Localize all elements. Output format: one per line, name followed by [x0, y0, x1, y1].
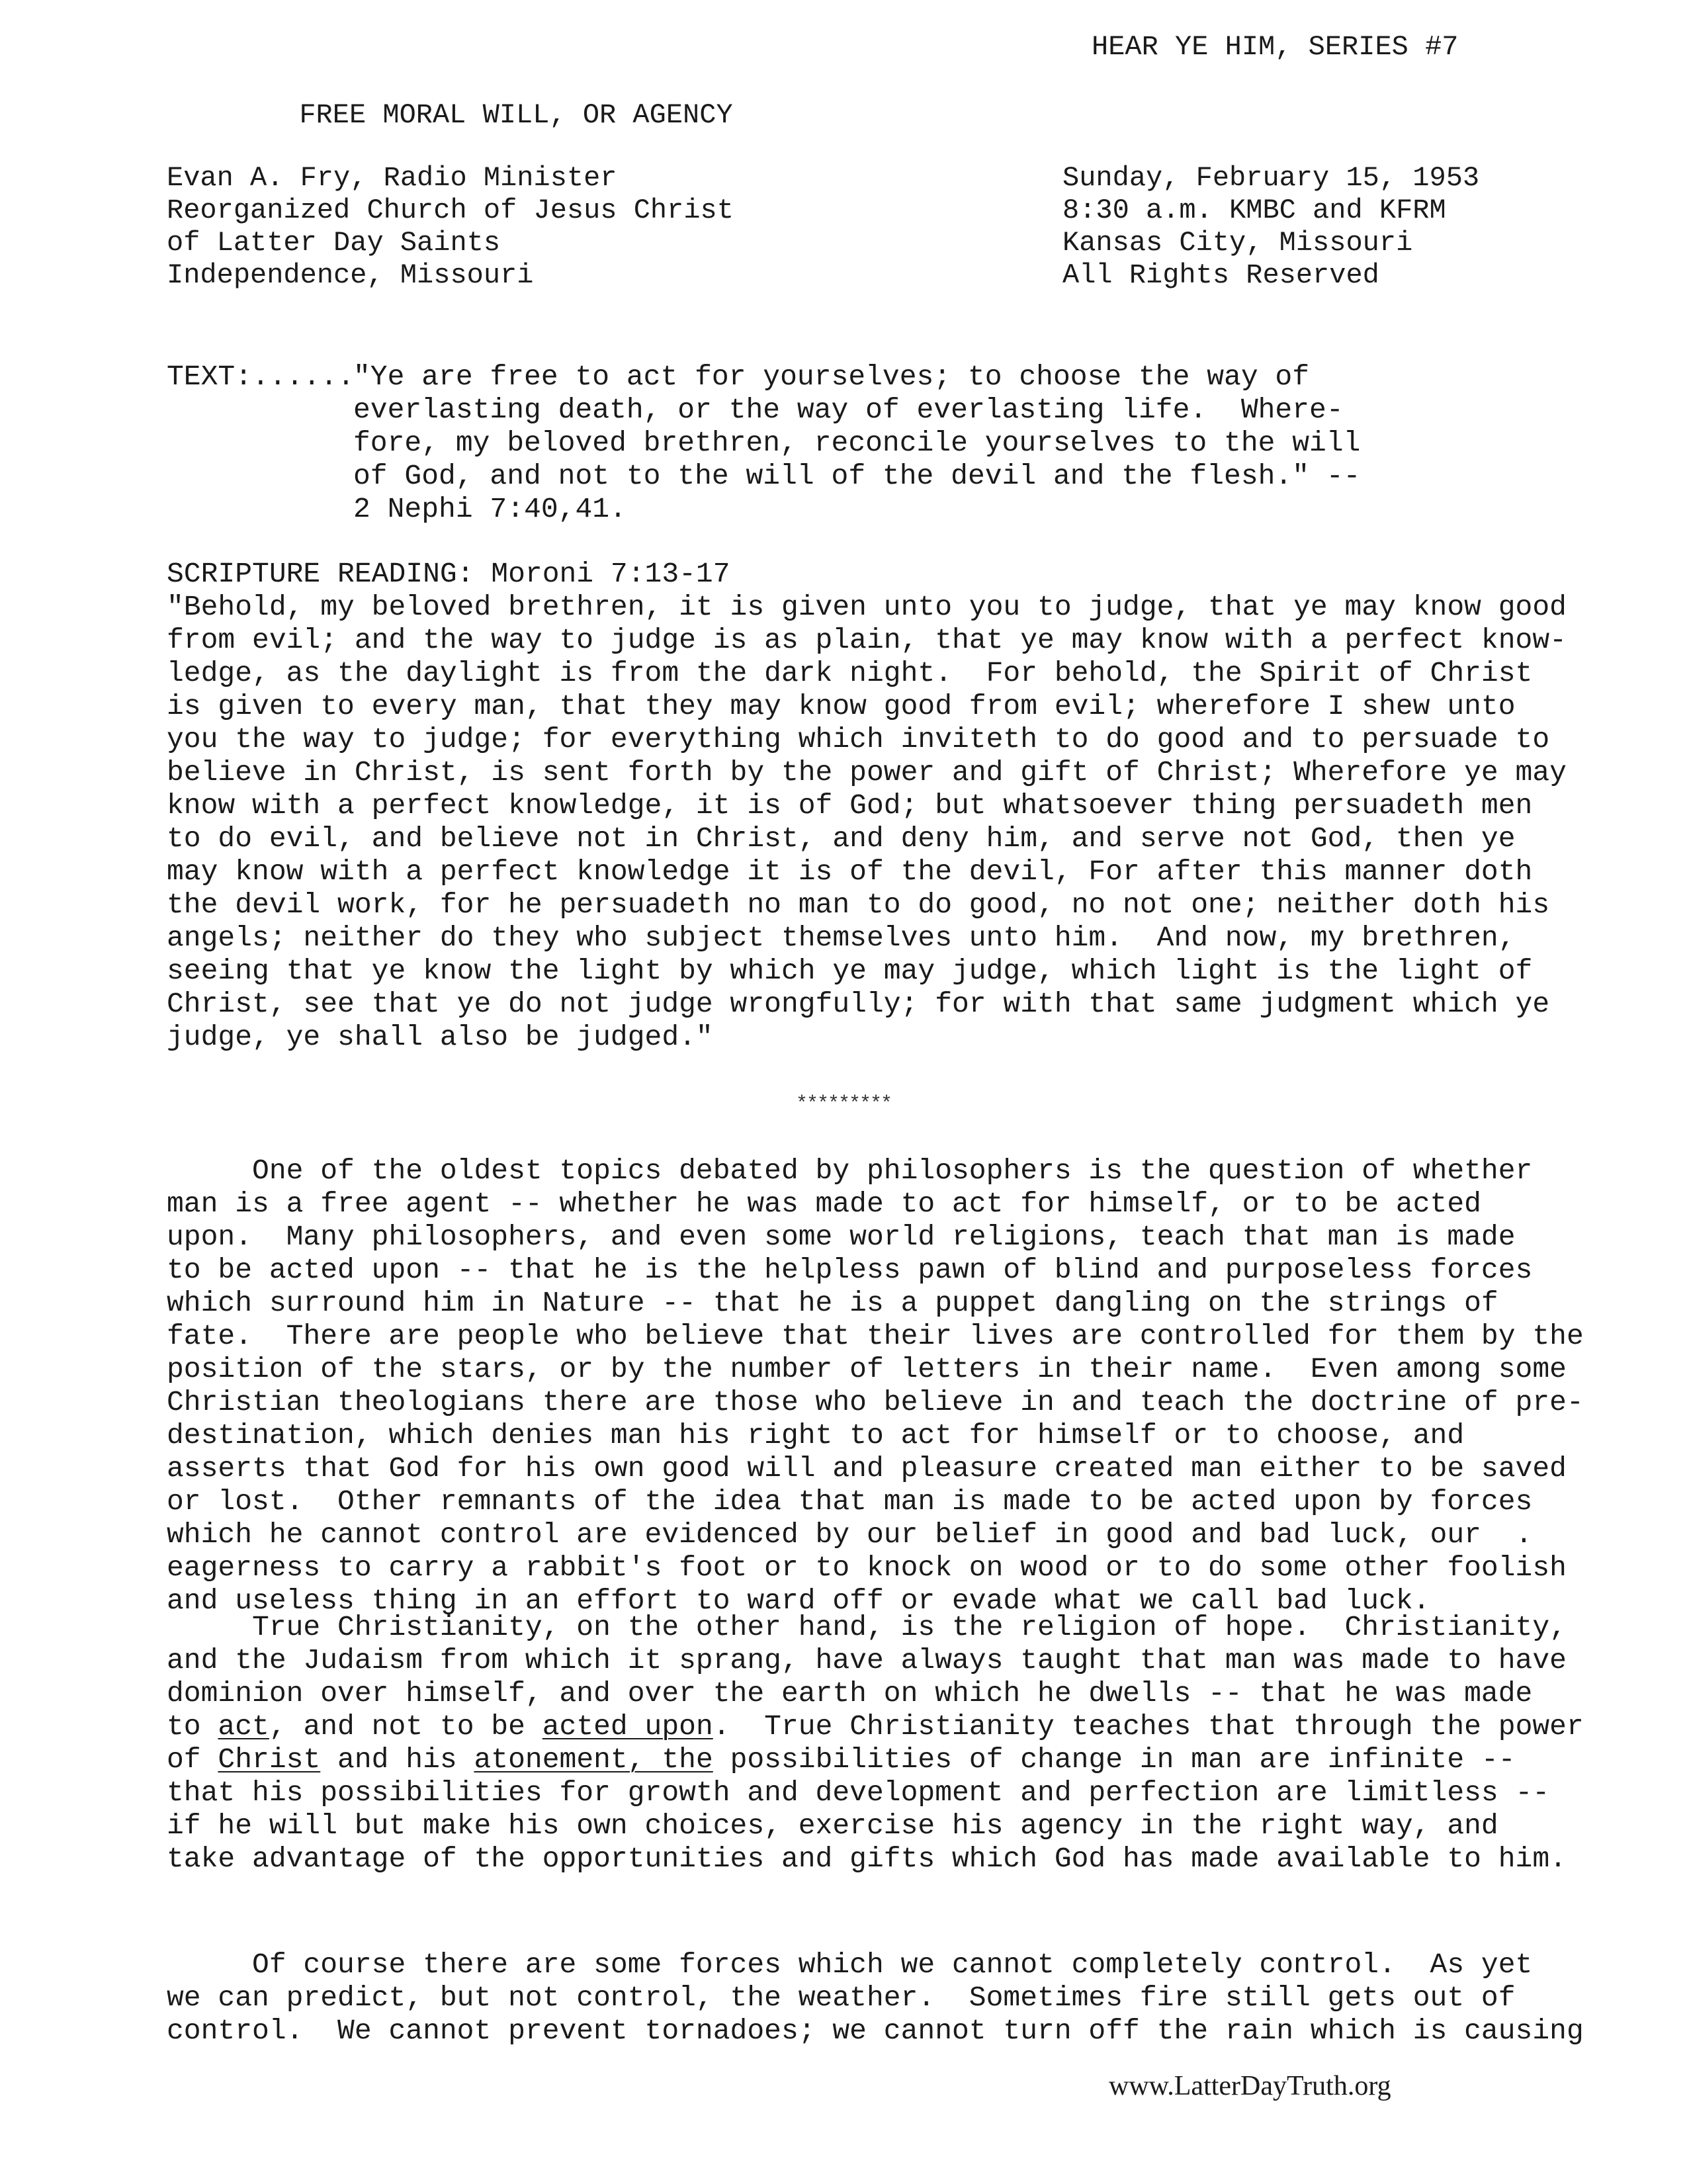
broadcast-line: 8:30 a.m. KMBC and KFRM: [1062, 195, 1446, 226]
text-line: 2 Nephi 7:40,41.: [353, 493, 627, 525]
broadcast-line: All Rights Reserved: [1062, 259, 1379, 291]
underlined-word: act: [218, 1710, 269, 1743]
paragraph-line: man is a free agent -- whether he was made to act for himself, or to be acted: [167, 1188, 1481, 1220]
paragraph-line: and useless thing in an effort to ward off or evade what we call bad luck.: [167, 1585, 1430, 1617]
paragraph-line: upon. Many philosophers, and even some world religions, teach that man is made: [167, 1221, 1516, 1253]
scripture-line: ledge, as the daylight is from the dark night. For behold, the Spirit of Christ: [167, 657, 1533, 689]
scripture-line: you the way to judge; for everything which inviteth to do good and to persuade to: [167, 723, 1550, 756]
text-line: of God, and not to the will of the devil and the flesh." --: [353, 460, 1361, 492]
paragraph-line: eagerness to carry a rabbit's foot or to knock on wood or to do some other foolish: [167, 1551, 1567, 1584]
paragraph-line: and the Judaism from which it sprang, have always taught that man was made to have: [167, 1644, 1567, 1677]
paragraph-line: which he cannot control are evidenced by our belief in good and bad luck, our .: [167, 1518, 1533, 1551]
broadcast-block: [1062, 162, 1526, 292]
text-section: [167, 361, 1543, 525]
paragraph-line: Christian theologians there are those who believe in and teach the doctrine of pre-: [167, 1386, 1584, 1419]
paragraph-3: [167, 1948, 1584, 2048]
text-run: . True Christianity teaches that through the power: [713, 1710, 1584, 1743]
paragraph-line: One of the oldest topics debated by philosophers is the question of whether: [167, 1155, 1533, 1187]
paragraph-2: [167, 1611, 1584, 1876]
underlined-word: atonement, the: [474, 1743, 713, 1776]
scripture-line: angels; neither do they who subject themselves unto him. And now, my brethren,: [167, 922, 1516, 954]
scripture-line: judge, ye shall also be judged.": [167, 1021, 713, 1053]
scripture-line: Christ, see that ye do not judge wrongfully; for with that same judgment which ye: [167, 988, 1550, 1020]
paragraph-1: [167, 1155, 1584, 1618]
paragraph-line: [167, 1710, 1584, 1743]
paragraph-line: position of the stars, or by the number of letters in their name. Even among some: [167, 1353, 1567, 1385]
broadcast-line: Sunday, February 15, 1953: [1062, 162, 1480, 194]
paragraph-line: True Christianity, on the other hand, is the religion of hope. Christianity,: [167, 1611, 1567, 1643]
paragraph-line: if he will but make his own choices, exercise his agency in the right way, and: [167, 1810, 1498, 1842]
scripture-section: [167, 558, 1567, 1054]
text-run: , and not to be: [269, 1710, 542, 1743]
paragraph-line: or lost. Other remnants of the idea that man is made to be acted upon by forces: [167, 1485, 1533, 1518]
author-block: [167, 162, 894, 292]
underlined-word: acted upon: [542, 1710, 713, 1743]
scripture-line: believe in Christ, is sent forth by the power and gift of Christ; Wherefore ye may: [167, 756, 1567, 789]
underlined-word: Christ: [218, 1743, 321, 1776]
text-quote: [353, 361, 1360, 526]
text-run: of: [167, 1743, 218, 1776]
document-title: FREE MORAL WILL, OR AGENCY: [299, 99, 733, 131]
scripture-line: "Behold, my beloved brethren, it is given unto you to judge, that ye may know good: [167, 591, 1567, 623]
text-run: and his: [320, 1743, 474, 1776]
paragraph-line: we can predict, but not control, the weather. Sometimes fire still gets out of: [167, 1982, 1516, 2014]
paragraph-line: [167, 1743, 1543, 1776]
scripture-line: from evil; and the way to judge is as plain, that ye may know with a perfect know-: [167, 624, 1567, 656]
paragraph-line: that his possibilities for growth and development and perfection are limitless --: [167, 1776, 1550, 1809]
scripture-line: is given to every man, that they may know good from evil; wherefore I shew unto: [167, 690, 1516, 722]
footer-url: www.LatterDayTruth.org: [1109, 2071, 1391, 2101]
paragraph-line: control. We cannot prevent tornadoes; we cannot turn off the rain which is causing: [167, 2015, 1584, 2047]
text-run: to: [167, 1710, 218, 1743]
text-line: "Ye are free to act for yourselves; to choose the way of: [353, 361, 1310, 393]
author-line: Reorganized Church of Jesus Christ: [167, 195, 734, 226]
broadcast-line: Kansas City, Missouri: [1062, 227, 1413, 259]
paragraph-line: take advantage of the opportunities and gifts which God has made available to him.: [167, 1843, 1567, 1875]
text-line: fore, my beloved brethren, reconcile yourselves to the will: [353, 427, 1361, 459]
scripture-line: may know with a perfect knowledge it is of the devil, For after this manner doth: [167, 855, 1533, 888]
author-line: Independence, Missouri: [167, 259, 534, 291]
scripture-line: to do evil, and believe not in Christ, and deny him, and serve not God, then ye: [167, 822, 1516, 855]
author-line: Evan A. Fry, Radio Minister: [167, 162, 617, 194]
text-line: everlasting death, or the way of everlasting life. Where-: [353, 394, 1344, 426]
paragraph-line: dominion over himself, and over the earth on which he dwells -- that he was made: [167, 1677, 1533, 1710]
paragraph-line: asserts that God for his own good will and pleasure created man either to be saved: [167, 1452, 1567, 1485]
scripture-line: know with a perfect knowledge, it is of God; but whatsoever thing persuadeth men: [167, 789, 1533, 822]
text-run: possibilities of change in man are infinite --: [713, 1743, 1516, 1776]
paragraph-line: fate. There are people who believe that their lives are controlled for them by the: [167, 1320, 1584, 1352]
text-label: TEXT:......: [167, 361, 355, 393]
scripture-line: seeing that ye know the light by which ye may judge, which light is the light of: [167, 955, 1533, 987]
scripture-line: the devil work, for he persuadeth no man to do good, no not one; neither doth his: [167, 889, 1550, 921]
paragraph-line: destination, which denies man his right to act for himself or to choose, and: [167, 1419, 1465, 1452]
paragraph-line: which surround him in Nature -- that he is a puppet dangling on the strings of: [167, 1287, 1498, 1319]
author-line: of Latter Day Saints: [167, 227, 501, 259]
paragraph-line: Of course there are some forces which we cannot completely control. As yet: [167, 1948, 1533, 1981]
scripture-heading: SCRIPTURE READING: Moroni 7:13-17: [167, 558, 730, 590]
paragraph-line: to be acted upon -- that he is the helpless pawn of blind and purposeless forces: [167, 1254, 1533, 1286]
series-label: HEAR YE HIM, SERIES #7: [1092, 31, 1459, 63]
section-separator: *********: [795, 1093, 892, 1115]
